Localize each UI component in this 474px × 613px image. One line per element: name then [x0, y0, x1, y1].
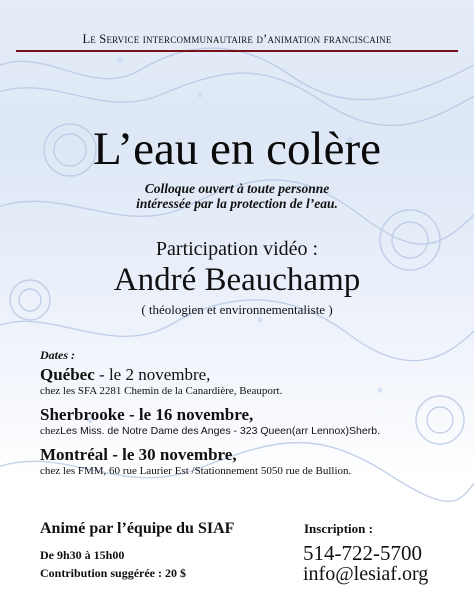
subtitle-line-2: intéressée par la protection de l’eau. — [136, 196, 338, 211]
event-location-prefix: chez — [40, 425, 61, 437]
event-location-text: chez les FMM, 60 rue Laurier Est /Stationnement 5050 rue de Bullion. — [40, 465, 352, 477]
event-heading — [40, 405, 380, 424]
suggested-contribution: Contribution suggérée : 20 $ — [40, 566, 186, 580]
event-location — [40, 464, 351, 478]
inscription-label: Inscription : — [304, 521, 373, 536]
dates-label: Dates : — [40, 348, 75, 362]
speaker-role: ( théologien et environnementaliste ) — [141, 302, 333, 317]
event-sherbrooke — [40, 405, 380, 438]
participation-label: Participation vidéo : — [155, 238, 319, 260]
event-city: Sherbrooke — [40, 405, 125, 424]
event-location-text: chez les SFA 2281 Chemin de la Canardière, Beauport. — [40, 385, 283, 397]
event-city: Montréal — [40, 445, 108, 464]
event-location — [40, 424, 380, 438]
subtitle-line-1: Colloque ouvert à toute personne — [144, 181, 330, 196]
event-date: - le 16 novembre, — [124, 405, 254, 424]
event-hours: De 9h30 à 15h00 — [40, 548, 125, 562]
subtitle — [0, 181, 474, 211]
event-date: - le 30 novembre, — [107, 445, 237, 464]
contact-email[interactable]: info@lesiaf.org — [303, 563, 429, 585]
animation-credit: Animé par l’équipe du SIAF — [40, 520, 235, 537]
event-heading — [40, 365, 282, 384]
event-city: Québec — [40, 365, 95, 384]
page-title: L’eau en colère — [93, 123, 381, 175]
contact-phone[interactable]: 514-722-5700 — [303, 541, 422, 565]
organization-header: Le Service intercommunautaire d’animation franciscaine — [82, 32, 392, 46]
event-location-text: Les Miss. de Notre Dame des Anges - 323 Queen(arr Lennox)Sherb. — [60, 425, 380, 437]
header-divider — [16, 50, 458, 52]
event-montreal — [40, 445, 351, 478]
event-date: - le 2 novembre, — [94, 365, 211, 384]
event-heading — [40, 445, 351, 464]
event-quebec — [40, 365, 282, 398]
speaker-name: André Beauchamp — [113, 262, 361, 298]
event-location — [40, 384, 282, 398]
